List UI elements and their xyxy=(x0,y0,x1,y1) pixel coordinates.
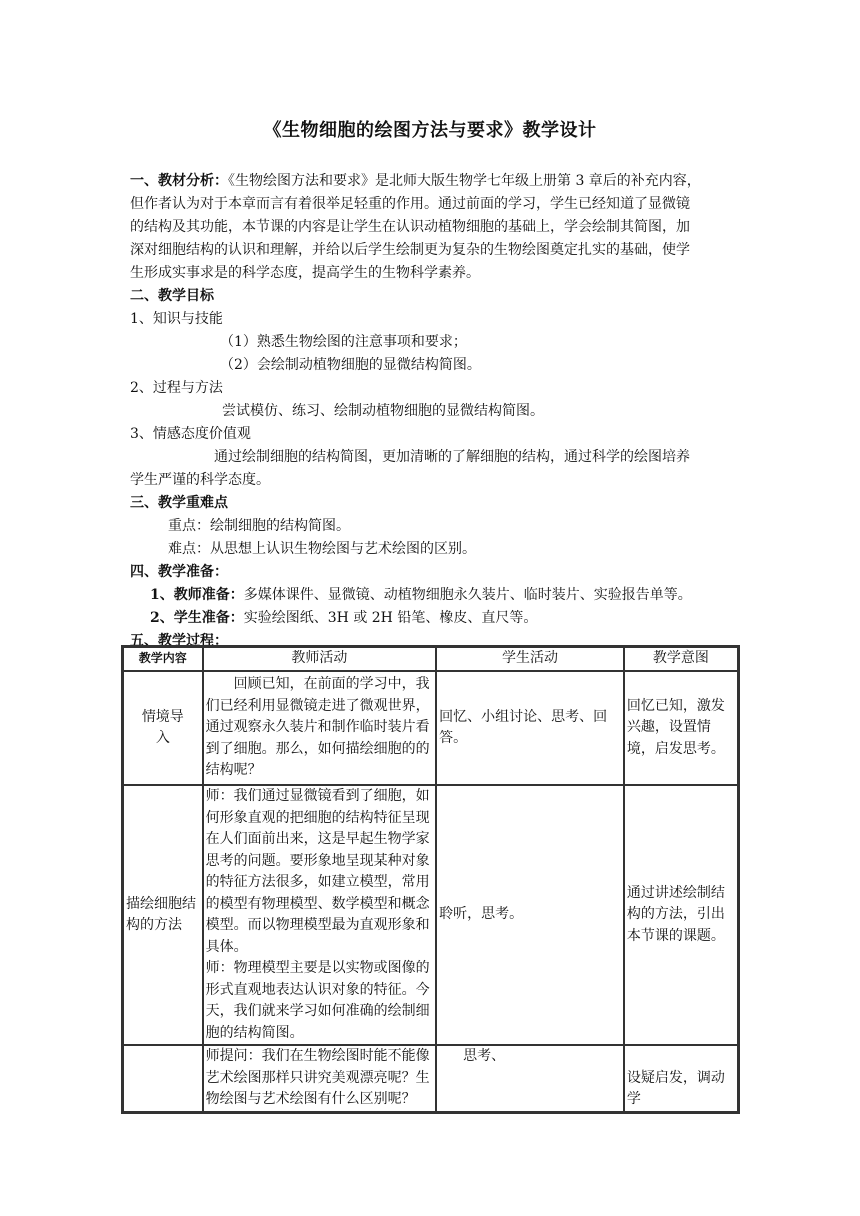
document-title: 《生物细胞的绘图方法与要求》教学设计 xyxy=(263,120,597,141)
paragraph-line: 的结构及其功能，本节课的内容是让学生在认识动植物细胞的基础上，学会绘制其简图，加 xyxy=(130,219,690,235)
intent-cell: 通过讲述绘制结构的方法，引出本节课的课题。 xyxy=(624,785,738,1045)
subheading: 3、情感态度价值观 xyxy=(130,426,251,442)
section-heading: 一、教材分析： xyxy=(130,173,228,189)
section-heading: 三、教学重难点 xyxy=(130,495,228,511)
intent-cell: 回忆已知，激发兴趣，设置情境，启发思考。 xyxy=(624,671,738,785)
teacher-paragraph: 师：物理模型主要是以实物或图像的形式直观地表达认识对象的特征。今天，我们就来学习如何准确的绘制细胞的结构简图。 xyxy=(205,960,430,1041)
table-header-cell: 学生活动 xyxy=(436,647,624,671)
difficult-point: 难点：从思想上认识生物绘图与艺术绘图的区别。 xyxy=(168,541,476,557)
paragraph-line: 生形成实事求是的科学态度，提高学生的生物科学素养。 xyxy=(130,265,480,281)
teaching-process-table xyxy=(121,645,740,1114)
teacher-prep-text: 多媒体课件、显微镜、动植物细胞永久装片、临时装片、实验报告单等。 xyxy=(243,587,692,603)
table-header-row xyxy=(123,647,738,671)
objective-item: 学生严谨的科学态度。 xyxy=(130,472,270,488)
student-prep-label: 2、学生准备： xyxy=(150,610,244,626)
subheading: 1、知识与技能 xyxy=(130,311,223,327)
teacher-activity-cell: 师提问：我们在生物绘图时能不能像艺术绘图那样只讲究美观漂亮呢？生物绘图与艺术绘图有什么区别呢？ xyxy=(203,1045,437,1112)
paragraph-line: 但作者认为对于本章而言有着很举足轻重的作用。通过前面的学习，学生已经知道了显微镜 xyxy=(130,196,690,212)
student-activity-cell: 思考、 xyxy=(436,1045,624,1112)
content-cell xyxy=(123,1045,203,1112)
section-heading: 五、教学过程： xyxy=(130,633,228,649)
section-heading: 四、教学准备： xyxy=(130,564,228,580)
objective-item: （1）熟悉生物绘图的注意事项和要求； xyxy=(220,334,467,350)
objective-item: 通过绘制细胞的结构简图，更加清晰的了解细胞的结构，通过科学的绘图培养 xyxy=(214,449,690,465)
document-body xyxy=(130,170,740,653)
student-activity-cell: 回忆、小组讨论、思考、回答。 xyxy=(436,671,624,785)
section-textbook-analysis xyxy=(130,170,740,285)
objective-item: （2）会绘制动植物细胞的显微结构简图。 xyxy=(220,357,481,373)
table-row xyxy=(123,1045,738,1112)
subheading: 2、过程与方法 xyxy=(130,380,223,396)
teacher-activity-cell xyxy=(203,785,437,1045)
table-row xyxy=(123,671,738,785)
objective-item: 尝试模仿、练习、绘制动植物细胞的显微结构简图。 xyxy=(222,403,544,419)
table-header-cell: 教学意图 xyxy=(624,647,738,671)
student-activity-cell: 聆听，思考。 xyxy=(436,785,624,1045)
content-cell: 描绘细胞结构的方法 xyxy=(123,785,203,1045)
key-point: 重点：绘制细胞的结构简图。 xyxy=(168,518,350,534)
teacher-prep-label: 1、教师准备： xyxy=(150,587,244,603)
intent-cell: 设疑启发，调动学 xyxy=(624,1045,738,1112)
table-header-cell: 教学内容 xyxy=(123,647,203,671)
content-cell: 情境导入 xyxy=(123,671,203,785)
section-heading: 二、教学目标 xyxy=(130,288,214,304)
teacher-paragraph: 师：我们通过显微镜看到了细胞，如何形象直观的把细胞的结构特征呈现在人们面前出来，这是早起生物学家思考的问题。要形象地呈现某种对象的特征方法很多，如建立模型，常用的模型有物理模型、数学模型和概念模型。而以物理模型最为直观形象和具体。 xyxy=(205,788,430,955)
teacher-activity-cell: 回顾已知，在前面的学习中，我们已经利用显微镜走进了微观世界，通过观察永久装片和制作临时装片看到了细胞。那么，如何描绘细胞的的结构呢？ xyxy=(203,671,437,785)
paragraph-line: 《生物绘图方法和要求》是北师大版生物学七年级上册第 3 章后的补充内容， xyxy=(228,173,701,189)
student-prep-text: 实验绘图纸、3H 或 2H 铅笔、橡皮、直尺等。 xyxy=(243,610,538,626)
table-row xyxy=(123,785,738,1045)
paragraph-line: 深对细胞结构的认识和理解，并给以后学生绘制更为复杂的生物绘图奠定扎实的基础，使学 xyxy=(130,242,690,258)
table-header-cell: 教师活动 xyxy=(203,647,437,671)
